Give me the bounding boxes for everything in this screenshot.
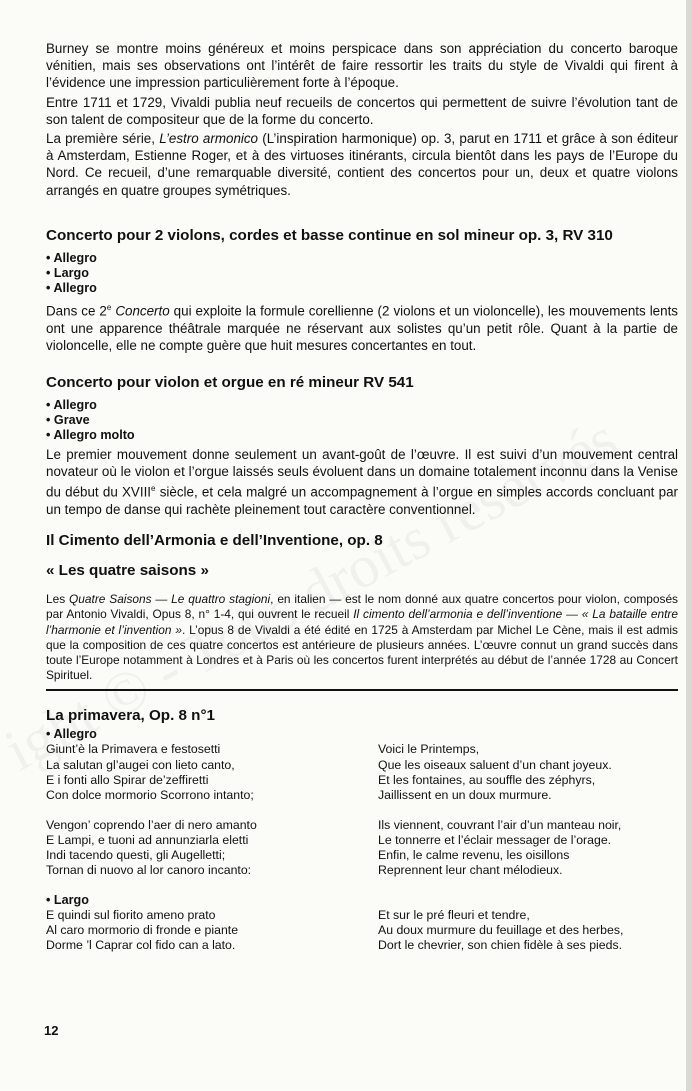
movement-item: • Largo bbox=[46, 266, 678, 281]
movement-item: • Allegro bbox=[46, 281, 678, 296]
movement-item: • Allegro molto bbox=[46, 428, 678, 443]
movement-item: • Allegro bbox=[46, 398, 678, 413]
verse-line: La salutan gl’augei con lieto canto, bbox=[46, 757, 235, 772]
verse-line: Tornan di nuovo al lor canoro incanto: bbox=[46, 863, 252, 878]
verse-line: Que les oiseaux saluent d’un chant joyeux. bbox=[378, 757, 612, 772]
french-column bbox=[378, 893, 678, 954]
verse-line: Dort le chevrier, son chien fidèle à ses pieds. bbox=[378, 938, 623, 953]
primavera-heading: La primavera, Op. 8 n°1 bbox=[46, 707, 215, 725]
concerto2-text: Le premier mouvement donne seulement un avant-goût de l’œuvre. Il est suivi d’un mouvement central novateur où le violon et l’orgue laissés seuls évoluent dans un domaine totalement inconnu dans la Venise du début du XVIIIe siècle, et cela malgré un accompagnement à l’orgue en simples accords concluant par un tempo de danse qui rachète pleinement tout caractère conventionnel. bbox=[46, 446, 678, 517]
verse-line: E Lampi, e tuoni ad annunziarla eletti bbox=[46, 832, 249, 847]
verse-line: E quindi sul fiorito ameno prato bbox=[46, 907, 216, 922]
verse-line: Au doux murmure du feuillage et des herbes, bbox=[378, 923, 624, 938]
verse-line: Jaillissent en un doux murmure. bbox=[378, 788, 552, 803]
verse-line: Et les fontaines, au souffle des zéphyrs, bbox=[378, 773, 596, 787]
french-column bbox=[378, 727, 678, 803]
french-column bbox=[378, 818, 678, 879]
verse-line: Al caro mormorio di fronde e piante bbox=[46, 923, 239, 938]
movement-item: • Grave bbox=[46, 413, 678, 428]
poem-stanza-2 bbox=[46, 818, 678, 879]
verse-line: Con dolce mormorio Scorrono intanto; bbox=[46, 788, 254, 803]
quatre-saisons-heading: « Les quatre saisons » bbox=[46, 562, 209, 580]
concerto2-heading: Concerto pour violon et orgue en ré mineur RV 541 bbox=[46, 373, 414, 391]
intro-paragraph-3: La première série, L’estro armonico (L’inspiration harmonique) op. 3, parut en 1711 et grâce à son éditeur à Amsterdam, Estienne Roger, et à des virtuoses itinérants, circula bientôt dans les pays de l’Europe du Nord. Ce recueil, d’une remarquable diversité, contient des concertos pour un, deux et quatre violons arrangés en quatre groupes symétriques. bbox=[46, 131, 679, 198]
page-body bbox=[46, 40, 678, 954]
intro-paragraph-1: Burney se montre moins généreux et moins perspicace dans son appréciation du concerto baroque vénitien, mais ses observations ont l’intérêt de faire ressortir les traits du style de Vivaldi qui firent à l’évidence une impression particulièrement forte à l’époque. bbox=[46, 41, 678, 91]
verse-line: Enfin, le calme revenu, les oisillons bbox=[378, 848, 570, 863]
poem-stanza-1 bbox=[46, 727, 678, 803]
verse-line: E i fonti allo Spirar de’zeffiretti bbox=[46, 773, 209, 787]
verse-line: Vengon’ coprendo l’aer di nero amanto bbox=[46, 817, 257, 832]
cimento-heading: Il Cimento dell’Armonia e dell’Inventione, op. 8 bbox=[46, 532, 383, 550]
movement-label: • Allegro bbox=[46, 727, 366, 742]
verse-line: Reprennent leur chant mélodieux. bbox=[378, 863, 563, 878]
italian-column bbox=[46, 818, 366, 879]
italian-column bbox=[46, 727, 366, 803]
verse-line: Ils viennent, couvrant l’air d’un manteau noir, bbox=[378, 817, 622, 832]
verse-line: Giunt’è la Primavera e festosetti bbox=[46, 742, 221, 757]
movement-label: • Largo bbox=[46, 893, 366, 908]
page-number: 12 bbox=[44, 1023, 59, 1038]
section-divider bbox=[46, 689, 678, 691]
verse-line: Le tonnerre et l’éclair messager de l’orage. bbox=[378, 832, 612, 847]
verse-line: Dorme ’l Caprar col fido can a lato. bbox=[46, 938, 236, 953]
page-edge bbox=[686, 0, 692, 1091]
concerto2-movements bbox=[46, 398, 678, 443]
concerto1-heading: Concerto pour 2 violons, cordes et basse continue en sol mineur op. 3, RV 310 bbox=[46, 226, 613, 244]
cimento-paragraph: Les Quatre Saisons — Le quattro stagioni, en italien — est le nom donné aux quatre concertos pour violon, composés par Antonio Vivaldi, Opus 8, n° 1-4, qui ouvrent le recueil Il cimento dell’armonia e dell’inventione — « La bataille entre l’harmonie et l’invention ». L’opus 8 de Vivaldi a été édité en 1725 à Amsterdam par Michel Le Cène, mais il est admis que la composition de ces quatre concertos est antérieure de plusieurs années. L’œuvre connut un grand succès dans toute l’Europe notamment à Londres et à Paris où les concertos furent interprétés au début de l’année 1728 au Concert Spirituel. bbox=[46, 592, 678, 683]
intro-paragraph-2: Entre 1711 et 1729, Vivaldi publia neuf recueils de concertos qui permettent de suivre l’évolution tant de son talent de compositeur que de la forme du concerto. bbox=[46, 94, 678, 127]
verse-line: Indi tacendo questi, gli Augelletti; bbox=[46, 848, 226, 863]
concerto1-movements bbox=[46, 251, 678, 296]
verse-line: Voici le Printemps, bbox=[378, 742, 480, 757]
movement-item: • Allegro bbox=[46, 251, 678, 266]
verse-line: Et sur le pré fleuri et tendre, bbox=[378, 907, 530, 922]
concerto1-text: Dans ce 2e Concerto qui exploite la formule corellienne (2 violons et un violoncelle), les mouvements lents ont une apparence théâtrale marquée ne réservant aux solistes qu’un petit rôle. Quant à la partie de violoncelle, elle ne compte guère que huit mesures concertantes en tout. bbox=[46, 302, 678, 353]
italian-column bbox=[46, 893, 366, 954]
poem-stanza-3 bbox=[46, 893, 678, 954]
cimento-intro bbox=[46, 592, 678, 683]
